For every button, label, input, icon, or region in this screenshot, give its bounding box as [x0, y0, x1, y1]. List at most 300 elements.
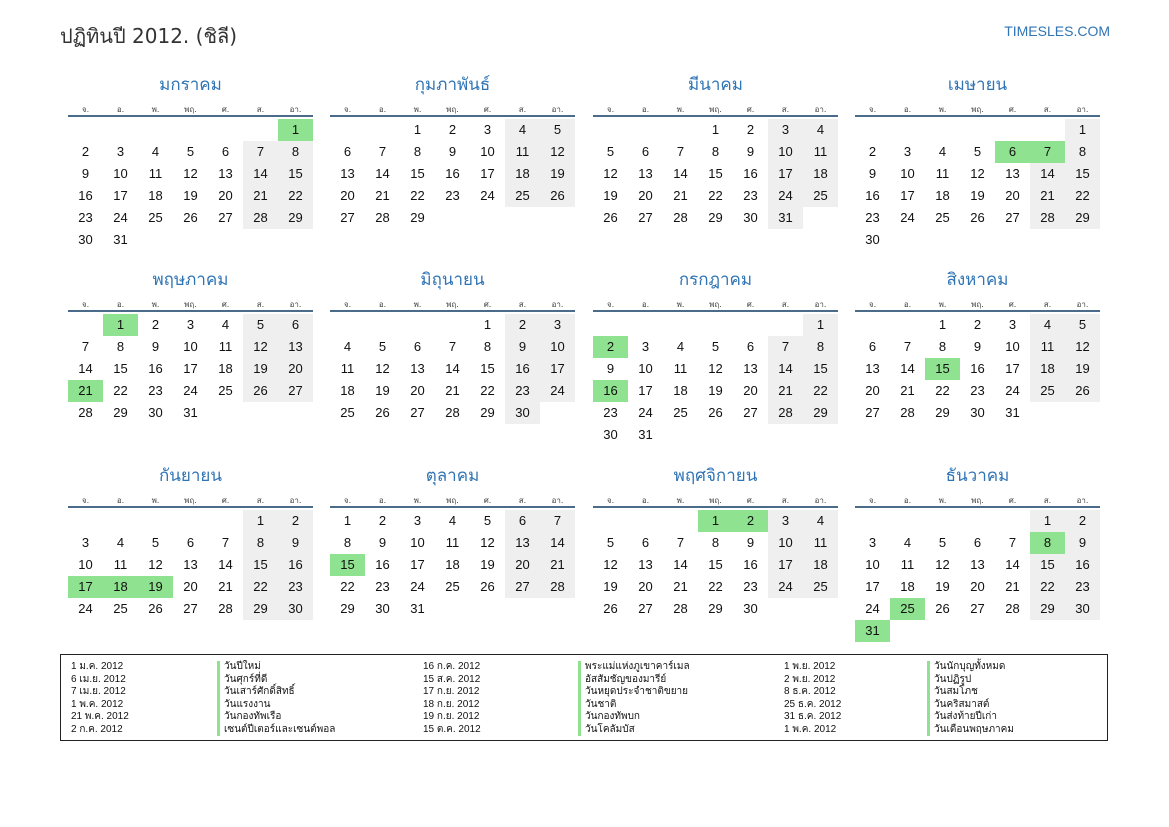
month-title: ตุลาคม — [425, 466, 480, 486]
weekday-label: อา. — [289, 300, 302, 309]
day-cell: 26 — [480, 579, 495, 594]
weekday-label: อ. — [641, 105, 650, 114]
day-cell: 4 — [903, 535, 912, 550]
weekday-label: พ. — [938, 300, 947, 309]
holiday-day-cell: 7 — [1030, 141, 1065, 163]
legend-date: 31 ธ.ค. 2012 — [784, 711, 842, 722]
day-cell: 15 — [278, 163, 313, 185]
day-cell: 19 — [243, 358, 278, 380]
legend-date-column — [784, 661, 841, 736]
day-cell: 1 — [343, 513, 352, 528]
weekday-label: ส. — [518, 496, 527, 505]
day-cell: 6 — [278, 314, 313, 336]
month-title: สิงหาคม — [946, 270, 1009, 290]
weekday-label: อา. — [814, 300, 827, 309]
weekday-label: อา. — [551, 496, 564, 505]
day-cell: 11 — [673, 361, 688, 376]
holiday-day-cell: 2 — [593, 336, 628, 358]
legend-date: 1 พ.ค. 2012 — [784, 723, 837, 735]
legend-date: 2 ก.ค. 2012 — [71, 723, 123, 735]
weekday-label: อา. — [814, 496, 827, 505]
day-cell: 10 — [900, 166, 915, 181]
legend-holiday-name: วันนักบุญทั้งหมด — [927, 661, 1014, 674]
weekday-header — [593, 298, 838, 312]
day-cell: 16 — [445, 166, 460, 181]
day-cell: 25 — [505, 185, 540, 207]
month-title: กันยายน — [158, 466, 222, 486]
day-cell: 10 — [768, 532, 803, 554]
day-cell: 2 — [448, 122, 457, 137]
day-cell: 6 — [413, 339, 422, 354]
weekday-label: จ. — [868, 105, 877, 114]
legend-holiday-name: พระแม่แห่งภูเขาคาร์เมล — [578, 661, 690, 674]
day-cell: 8 — [711, 144, 720, 159]
day-cell: 1 — [483, 317, 492, 332]
weekday-label: ศ. — [746, 496, 755, 505]
holiday-day-cell: 6 — [995, 141, 1030, 163]
day-cell: 17 — [768, 554, 803, 576]
holiday-day-cell: 15 — [925, 358, 960, 380]
day-cell: 11 — [505, 141, 540, 163]
day-cell: 31 — [768, 207, 803, 229]
day-cell: 11 — [148, 166, 163, 181]
weekday-label: ศ. — [221, 105, 230, 114]
holiday-day-cell: 21 — [68, 380, 103, 402]
weekday-label: อ. — [641, 300, 650, 309]
day-cell: 26 — [935, 601, 950, 616]
day-cell: 10 — [768, 141, 803, 163]
day-cell: 12 — [148, 557, 163, 572]
weekday-header — [855, 494, 1100, 508]
weekday-label: ส. — [518, 300, 527, 309]
weekday-header — [330, 103, 575, 117]
day-cell: 3 — [641, 339, 650, 354]
day-cell: 12 — [603, 166, 618, 181]
day-cell: 17 — [1005, 361, 1020, 376]
day-cell: 6 — [343, 144, 352, 159]
day-cell: 27 — [865, 405, 880, 420]
day-cell: 3 — [768, 510, 803, 532]
day-cell: 24 — [410, 579, 425, 594]
weekday-label: พ. — [938, 496, 947, 505]
day-cell: 7 — [1008, 535, 1017, 550]
weekday-label: ศ. — [1008, 300, 1017, 309]
legend-date-column — [71, 661, 129, 736]
day-cell: 30 — [505, 402, 540, 424]
weekday-header — [330, 298, 575, 312]
day-cell: 10 — [78, 557, 93, 572]
weekday-label: ส. — [256, 300, 265, 309]
day-cell: 7 — [243, 141, 278, 163]
weekday-label: อา. — [1076, 300, 1089, 309]
day-cell: 10 — [113, 166, 128, 181]
day-cell: 5 — [938, 535, 947, 550]
legend-date: 19 ก.ย. 2012 — [423, 711, 480, 722]
day-cell: 11 — [445, 535, 460, 550]
day-cell: 12 — [708, 361, 723, 376]
day-cell: 19 — [480, 557, 495, 572]
holiday-day-cell: 25 — [890, 598, 925, 620]
day-cell: 9 — [278, 532, 313, 554]
day-cell: 6 — [641, 535, 650, 550]
day-cell: 29 — [243, 598, 278, 620]
day-cell: 28 — [768, 402, 803, 424]
day-cell: 27 — [638, 210, 653, 225]
day-cell: 18 — [218, 361, 233, 376]
month-title: พฤศจิกายน — [673, 466, 758, 486]
day-cell: 24 — [113, 210, 128, 225]
day-cell: 26 — [375, 405, 390, 420]
day-cell: 30 — [1065, 598, 1100, 620]
weekday-label: ส. — [781, 105, 790, 114]
day-cell: 3 — [868, 535, 877, 550]
day-cell: 26 — [540, 185, 575, 207]
day-cell: 28 — [1005, 601, 1020, 616]
day-cell: 9 — [81, 166, 90, 181]
day-cell: 21 — [218, 579, 233, 594]
weekday-label: พฤ. — [184, 105, 197, 114]
day-cell: 14 — [673, 166, 688, 181]
day-cell: 17 — [768, 163, 803, 185]
day-cell: 20 — [218, 188, 233, 203]
day-cell: 13 — [505, 532, 540, 554]
legend-date: 15 ส.ค. 2012 — [423, 673, 481, 685]
day-cell: 30 — [743, 210, 758, 225]
day-cell: 8 — [116, 339, 125, 354]
day-cell: 27 — [410, 405, 425, 420]
day-cell: 15 — [243, 554, 278, 576]
day-cell: 18 — [935, 188, 950, 203]
day-cell: 21 — [768, 380, 803, 402]
day-cell: 29 — [410, 210, 425, 225]
day-cell: 22 — [113, 383, 128, 398]
day-cell: 26 — [183, 210, 198, 225]
day-cell: 14 — [1030, 163, 1065, 185]
day-cell: 20 — [970, 579, 985, 594]
day-cell: 23 — [603, 405, 618, 420]
holiday-day-cell: 16 — [593, 380, 628, 402]
day-cell: 10 — [865, 557, 880, 572]
legend-date: 7 เม.ย. 2012 — [71, 686, 126, 697]
day-cell: 13 — [278, 336, 313, 358]
day-cell: 29 — [113, 405, 128, 420]
day-cell: 4 — [505, 119, 540, 141]
day-cell: 25 — [673, 405, 688, 420]
day-cell: 14 — [768, 358, 803, 380]
weekday-label: อ. — [378, 300, 387, 309]
weekday-label: พ. — [413, 496, 422, 505]
day-cell: 22 — [278, 185, 313, 207]
day-cell: 12 — [970, 166, 985, 181]
day-cell: 4 — [343, 339, 352, 354]
day-cell: 5 — [378, 339, 387, 354]
day-cell: 15 — [480, 361, 495, 376]
day-cell: 7 — [676, 144, 685, 159]
legend-name-column — [927, 661, 1014, 736]
day-cell: 26 — [148, 601, 163, 616]
day-cell: 5 — [606, 535, 615, 550]
day-cell: 19 — [935, 579, 950, 594]
day-cell: 17 — [480, 166, 495, 181]
legend-holiday-name: อัสสัมชัญของมารีย์ — [578, 674, 690, 687]
day-cell: 25 — [340, 405, 355, 420]
holiday-day-cell: 1 — [278, 119, 313, 141]
weekday-label: พฤ. — [446, 496, 459, 505]
day-cell: 21 — [243, 185, 278, 207]
day-cell: 17 — [410, 557, 425, 572]
day-cell: 29 — [278, 207, 313, 229]
day-cell: 7 — [676, 535, 685, 550]
day-cell: 5 — [151, 535, 160, 550]
holiday-day-cell: 31 — [855, 620, 890, 642]
day-cell: 10 — [638, 361, 653, 376]
day-cell: 30 — [603, 427, 618, 442]
day-cell: 3 — [186, 317, 195, 332]
day-cell: 11 — [803, 532, 838, 554]
day-cell: 31 — [113, 232, 128, 247]
day-cell: 8 — [343, 535, 352, 550]
day-cell: 21 — [445, 383, 460, 398]
day-cell: 30 — [278, 598, 313, 620]
day-cell: 5 — [1065, 314, 1100, 336]
day-cell: 18 — [673, 383, 688, 398]
day-cell: 24 — [480, 188, 495, 203]
day-cell: 29 — [1030, 598, 1065, 620]
weekday-label: อา. — [289, 105, 302, 114]
day-cell: 19 — [375, 383, 390, 398]
day-cell: 1 — [243, 510, 278, 532]
weekday-label: จ. — [343, 105, 352, 114]
weekday-header — [593, 494, 838, 508]
weekday-label: พ. — [676, 300, 685, 309]
weekday-label: จ. — [81, 105, 90, 114]
month-title: มิถุนายน — [420, 270, 485, 290]
day-cell: 16 — [743, 557, 758, 572]
day-cell: 19 — [1065, 358, 1100, 380]
day-cell: 3 — [81, 535, 90, 550]
legend-holiday-name: วันคริสมาสต์ — [927, 699, 1014, 712]
day-cell: 16 — [148, 361, 163, 376]
day-cell: 23 — [148, 383, 163, 398]
day-cell: 6 — [641, 144, 650, 159]
day-cell: 22 — [708, 188, 723, 203]
day-cell: 5 — [540, 119, 575, 141]
day-cell: 19 — [603, 579, 618, 594]
day-cell: 15 — [708, 557, 723, 572]
day-cell: 20 — [743, 383, 758, 398]
legend-holiday-name: วันแรงงาน — [217, 699, 335, 712]
legend-date: 1 พ.ค. 2012 — [71, 698, 124, 710]
day-cell: 30 — [743, 601, 758, 616]
weekday-label: จ. — [606, 105, 615, 114]
day-cell: 20 — [865, 383, 880, 398]
day-cell: 8 — [803, 336, 838, 358]
day-cell: 25 — [935, 210, 950, 225]
legend-holiday-name: วันปฏิรูป — [927, 674, 1014, 687]
day-cell: 13 — [183, 557, 198, 572]
holiday-day-cell: 2 — [733, 510, 768, 532]
day-cell: 26 — [603, 601, 618, 616]
day-cell: 5 — [606, 144, 615, 159]
day-cell: 16 — [78, 188, 93, 203]
legend-holiday-name: วันปีใหม่ — [217, 661, 335, 674]
day-cell: 24 — [540, 380, 575, 402]
day-cell: 21 — [673, 188, 688, 203]
day-cell: 16 — [278, 554, 313, 576]
day-cell: 13 — [638, 557, 653, 572]
day-cell: 1 — [711, 122, 720, 137]
weekday-label: ศ. — [221, 496, 230, 505]
day-cell: 21 — [540, 554, 575, 576]
day-cell: 31 — [638, 427, 653, 442]
day-cell: 21 — [1030, 185, 1065, 207]
day-cell: 1 — [413, 122, 422, 137]
legend-holiday-name: เซนต์ปีเตอร์และเซนต์พอล — [217, 724, 335, 737]
legend-holiday-name: วันส่งท้ายปีเก่า — [927, 711, 1014, 724]
legend-date: 8 ธ.ค. 2012 — [784, 686, 836, 697]
month-title: มกราคม — [159, 75, 222, 95]
weekday-label: อ. — [903, 300, 912, 309]
day-cell: 9 — [1065, 532, 1100, 554]
day-cell: 14 — [1005, 557, 1020, 572]
day-cell: 7 — [221, 535, 230, 550]
day-cell: 28 — [243, 207, 278, 229]
weekday-label: อา. — [814, 105, 827, 114]
weekday-label: พ. — [676, 105, 685, 114]
legend-holiday-name: วันโคลัมบัส — [578, 724, 690, 737]
day-cell: 13 — [410, 361, 425, 376]
day-cell: 15 — [113, 361, 128, 376]
day-cell: 22 — [340, 579, 355, 594]
day-cell: 2 — [973, 317, 982, 332]
weekday-header — [855, 103, 1100, 117]
month-title: มีนาคม — [688, 75, 743, 95]
day-cell: 2 — [278, 510, 313, 532]
day-cell: 2 — [1065, 510, 1100, 532]
day-cell: 16 — [743, 166, 758, 181]
day-cell: 25 — [113, 601, 128, 616]
day-cell: 11 — [340, 361, 355, 376]
weekday-label: พ. — [151, 105, 160, 114]
day-cell: 6 — [973, 535, 982, 550]
month-title: พฤษภาคม — [152, 270, 229, 290]
day-cell: 22 — [1030, 576, 1065, 598]
day-cell: 25 — [218, 383, 233, 398]
day-cell: 18 — [803, 554, 838, 576]
weekday-label: ศ. — [1008, 496, 1017, 505]
day-cell: 21 — [375, 188, 390, 203]
day-cell: 14 — [243, 163, 278, 185]
day-cell: 5 — [186, 144, 195, 159]
holiday-day-cell: 1 — [698, 510, 733, 532]
weekday-label: จ. — [81, 300, 90, 309]
day-cell: 27 — [1005, 210, 1020, 225]
legend-date: 16 ก.ค. 2012 — [423, 661, 481, 672]
day-cell: 29 — [708, 601, 723, 616]
weekday-label: พฤ. — [971, 300, 984, 309]
legend-date: 1 พ.ย. 2012 — [784, 661, 836, 672]
day-cell: 14 — [673, 557, 688, 572]
day-cell: 17 — [638, 383, 653, 398]
weekday-label: ศ. — [746, 105, 755, 114]
day-cell: 28 — [1030, 207, 1065, 229]
legend-holiday-name: วันชาติ — [578, 699, 690, 712]
day-cell: 3 — [483, 122, 492, 137]
day-cell: 5 — [483, 513, 492, 528]
day-cell: 23 — [375, 579, 390, 594]
day-cell: 9 — [505, 336, 540, 358]
day-cell: 30 — [78, 232, 93, 247]
day-cell: 8 — [938, 339, 947, 354]
weekday-label: ส. — [1043, 300, 1052, 309]
holiday-day-cell: 8 — [1030, 532, 1065, 554]
day-cell: 17 — [183, 361, 198, 376]
day-cell: 28 — [540, 576, 575, 598]
day-cell: 11 — [113, 557, 128, 572]
day-cell: 11 — [218, 339, 233, 354]
weekday-label: อ. — [116, 496, 125, 505]
day-cell: 17 — [900, 188, 915, 203]
day-cell: 10 — [540, 336, 575, 358]
day-cell: 21 — [673, 579, 688, 594]
month-title: ธันวาคม — [945, 466, 1010, 486]
weekday-label: อ. — [116, 105, 125, 114]
day-cell: 9 — [973, 339, 982, 354]
weekday-label: อ. — [641, 496, 650, 505]
day-cell: 7 — [448, 339, 457, 354]
day-cell: 22 — [935, 383, 950, 398]
weekday-label: ส. — [518, 105, 527, 114]
weekday-label: อา. — [551, 105, 564, 114]
holiday-legend — [60, 654, 1108, 741]
weekday-label: พฤ. — [971, 496, 984, 505]
day-cell: 19 — [970, 188, 985, 203]
day-cell: 19 — [708, 383, 723, 398]
day-cell: 27 — [278, 380, 313, 402]
day-cell: 30 — [970, 405, 985, 420]
brand-link[interactable]: TIMESLES.COM — [1004, 23, 1110, 39]
day-cell: 3 — [540, 314, 575, 336]
day-cell: 1 — [803, 314, 838, 336]
day-cell: 3 — [903, 144, 912, 159]
weekday-label: พฤ. — [709, 496, 722, 505]
day-cell: 15 — [708, 166, 723, 181]
weekday-label: ศ. — [483, 300, 492, 309]
weekday-label: พ. — [413, 105, 422, 114]
day-cell: 11 — [935, 166, 950, 181]
day-cell: 20 — [1005, 188, 1020, 203]
weekday-label: จ. — [343, 496, 352, 505]
day-cell: 27 — [340, 210, 355, 225]
weekday-label: พฤ. — [446, 105, 459, 114]
day-cell: 2 — [505, 314, 540, 336]
day-cell: 3 — [116, 144, 125, 159]
day-cell: 29 — [1065, 207, 1100, 229]
day-cell: 18 — [900, 579, 915, 594]
day-cell: 18 — [445, 557, 460, 572]
day-cell: 10 — [183, 339, 198, 354]
day-cell: 27 — [970, 601, 985, 616]
day-cell: 14 — [375, 166, 390, 181]
day-cell: 16 — [970, 361, 985, 376]
day-cell: 31 — [1005, 405, 1020, 420]
day-cell: 15 — [1030, 554, 1065, 576]
day-cell: 27 — [218, 210, 233, 225]
day-cell: 21 — [900, 383, 915, 398]
legend-holiday-name: วันเสาร์ศักดิ์สิทธิ์ — [217, 686, 335, 699]
weekday-header — [68, 298, 313, 312]
day-cell: 1 — [1065, 119, 1100, 141]
